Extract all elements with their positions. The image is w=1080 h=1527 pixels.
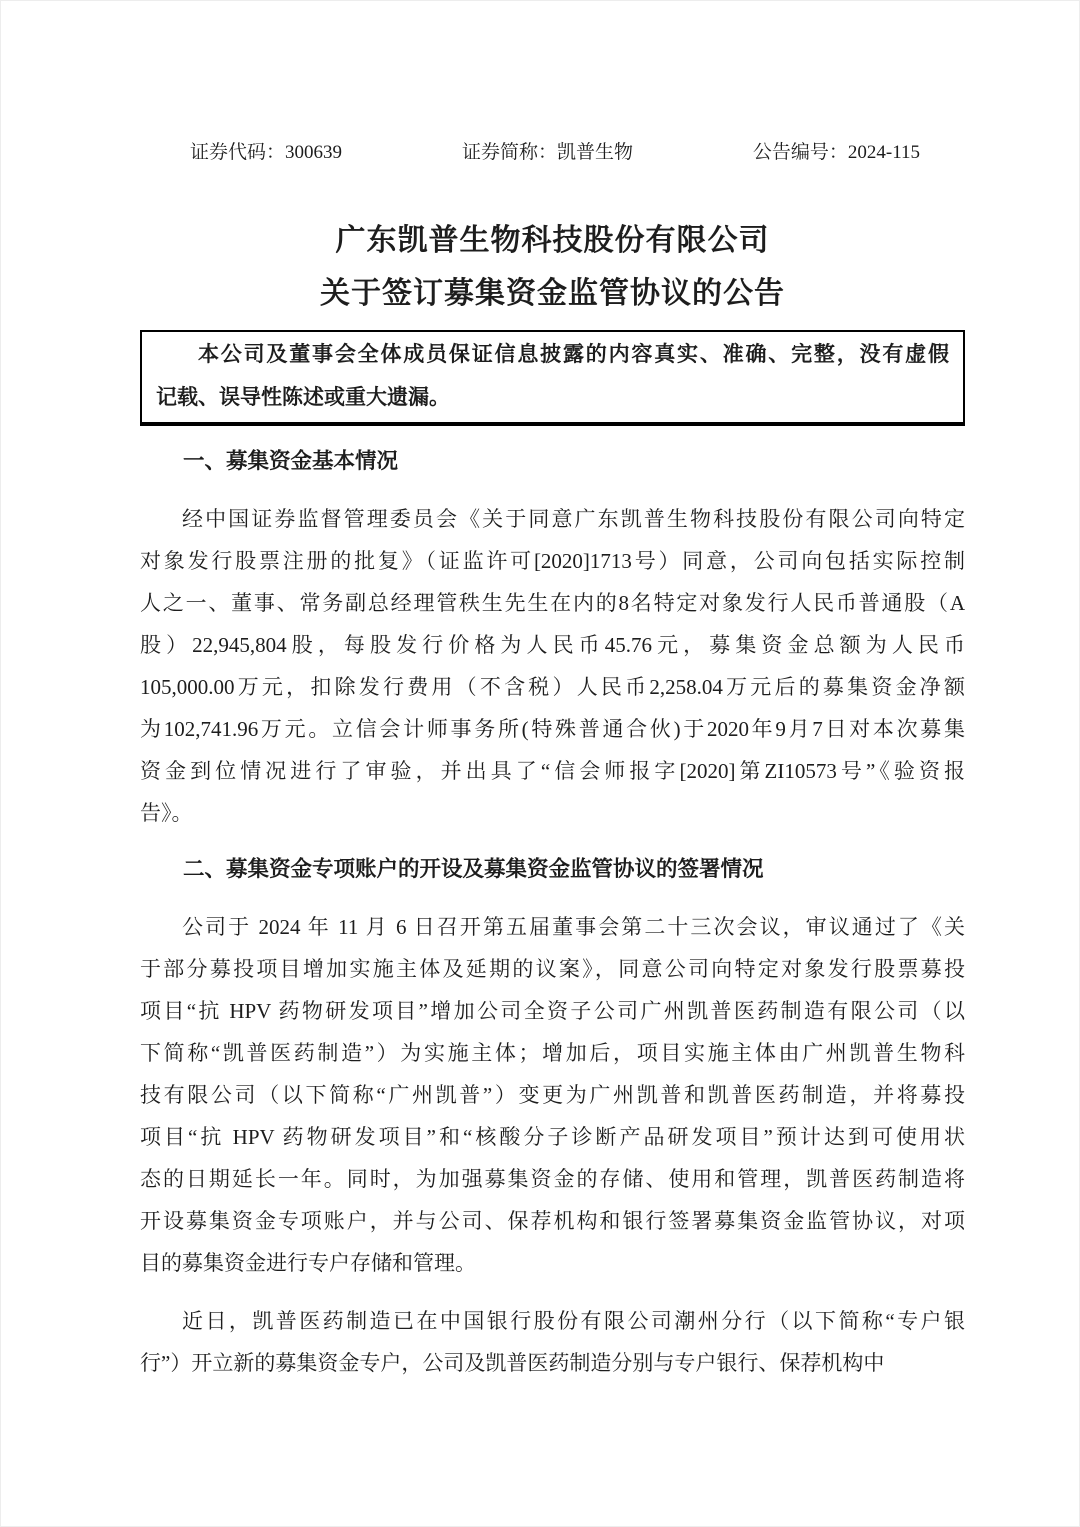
stock-name: 证券简称：凯普生物 — [461, 142, 633, 163]
text-line: 技有限公司（以下简称“广州凯普”）变更为广州凯普和凯普医药制造，并将募投 — [140, 1083, 965, 1107]
text-line: 经中国证券监督管理委员会《关于同意广东凯普生物科技股份有限公司向特定 — [182, 507, 965, 531]
text-line: 记载、误导性陈述或重大遗漏。 — [156, 386, 450, 409]
text-line: 近日，凯普医药制造已在中国银行股份有限公司潮州分行（以下简称“专户银 — [182, 1309, 965, 1333]
document-title — [140, 214, 965, 320]
text-line: 行”）开立新的募集资金专户，公司及凯普医药制造分别与专户银行、保荐机构中 — [140, 1351, 885, 1375]
text-line: 股）22,945,804股，每股发行价格为人民币45.76元，募集资金总额为人民币 — [140, 633, 965, 657]
section-2-paragraph-2 — [140, 1300, 965, 1384]
text-line: 对象发行股票注册的批复》（证监许可[2020]1713号）同意，公司向包括实际控制 — [140, 549, 965, 573]
text-line: 告》。 — [140, 801, 193, 825]
text-line: 人之一、董事、常务副总经理管秩生先生在内的8名特定对象发行人民币普通股（A — [140, 591, 965, 615]
section-1 — [140, 440, 965, 834]
company-name-line: 广东凯普生物科技股份有限公司 — [335, 224, 770, 257]
text-line: 项目“抗 HPV 药物研发项目”和“核酸分子诊断产品研发项目”预计达到可使用状 — [140, 1125, 965, 1149]
announcement-number: 公告编号：2024-115 — [752, 142, 920, 163]
text-line: 105,000.00万元，扣除发行费用（不含税）人民币2,258.04万元后的募集资金净额 — [140, 675, 965, 699]
text-line: 开设募集资金专项账户，并与公司、保荐机构和银行签署募集资金监管协议，对项 — [140, 1209, 965, 1233]
section-2-paragraph-1 — [140, 906, 965, 1284]
text-line: 本公司及董事会全体成员保证信息披露的内容真实、准确、完整，没有虚假 — [198, 343, 949, 366]
text-line: 目的募集资金进行专户存储和管理。 — [140, 1251, 476, 1275]
section-2 — [140, 848, 965, 1384]
doc-header — [140, 140, 965, 166]
text-line: 项目“抗 HPV 药物研发项目”增加公司全资子公司广州凯普医药制造有限公司（以 — [140, 999, 965, 1023]
text-line: 下简称“凯普医药制造”）为实施主体；增加后，项目实施主体由广州凯普生物科 — [140, 1041, 965, 1065]
text-line: 于部分募投项目增加实施主体及延期的议案》，同意公司向特定对象发行股票募投 — [140, 957, 965, 981]
section-1-heading: 一、募集资金基本情况 — [183, 449, 399, 473]
stock-code: 证券代码：300639 — [190, 142, 343, 163]
disclaimer-box — [140, 330, 965, 426]
text-line: 为102,741.96万元。立信会计师事务所(特殊普通合伙)于2020年9月7日对本次募集 — [140, 717, 965, 741]
announcement-subject-line: 关于签订募集资金监管协议的公告 — [320, 277, 785, 310]
section-1-paragraph-1 — [140, 498, 965, 834]
text-line: 资金到位情况进行了审验，并出具了“信会师报字[2020]第ZI10573号”《验资报 — [140, 759, 965, 783]
section-2-heading: 二、募集资金专项账户的开设及募集资金监管协议的签署情况 — [183, 857, 764, 881]
text-line: 公司于 2024 年 11 月 6 日召开第五届董事会第二十三次会议，审议通过了《关 — [182, 915, 965, 939]
text-line: 态的日期延长一年。同时，为加强募集资金的存储、使用和管理，凯普医药制造将 — [140, 1167, 965, 1191]
